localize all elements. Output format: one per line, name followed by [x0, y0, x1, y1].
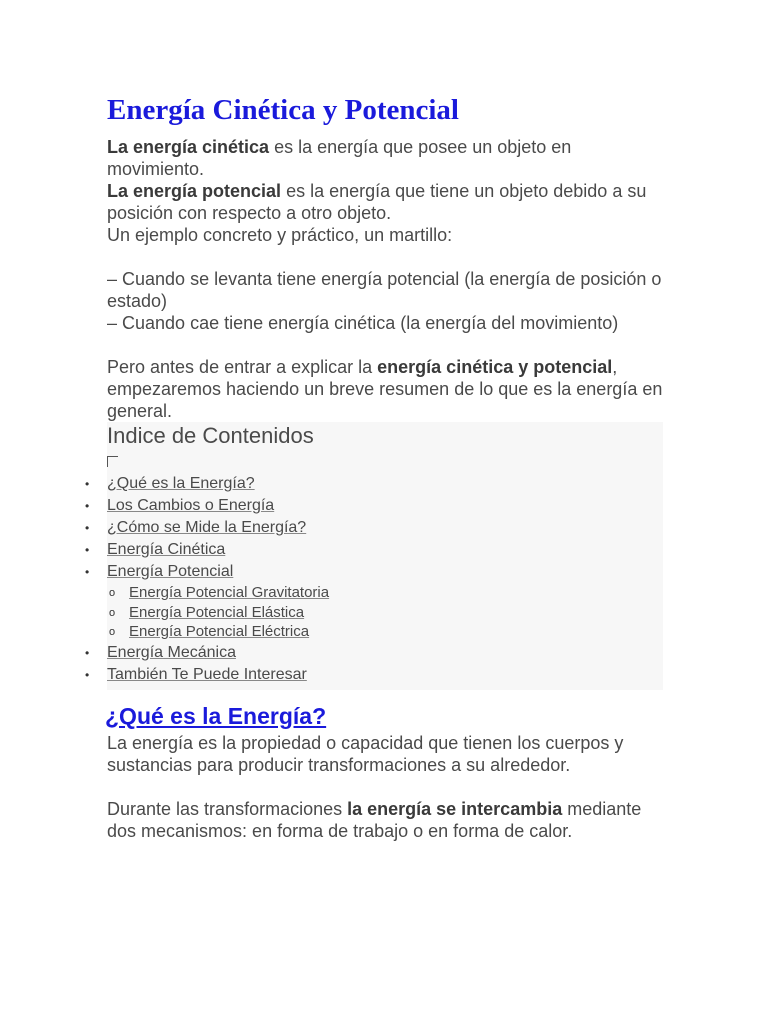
potential-definition: es la energía que tiene un objeto debido a su posición con respecto a otro objeto.: [107, 181, 647, 223]
toc-link-cambios-energia[interactable]: Los Cambios o Energía: [107, 497, 275, 514]
toc-link-que-es-energia[interactable]: ¿Qué es la Energía?: [107, 475, 255, 492]
toc-subitem: [129, 622, 663, 642]
toc-item: [107, 495, 663, 517]
transition-bold: energía cinética y potencial: [377, 357, 613, 377]
transition-pre: Pero antes de entrar a explicar la: [107, 357, 378, 377]
toc-link-potencial-elastica[interactable]: Energía Potencial Elástica: [129, 603, 305, 621]
section-p2-post: mediante dos mecanismos: en forma de trabajo o en forma de calor.: [107, 798, 642, 841]
toc-sublist: [107, 583, 663, 642]
toc-item: [107, 664, 663, 686]
section-paragraph-1: La energía es la propiedad o capacidad que tienen los cuerpos y sustancias para producir transformaciones a su alrededor.: [107, 732, 624, 775]
toc-item: [107, 642, 663, 664]
kinetic-definition: es la energía que posee un objeto en movimiento.: [107, 137, 572, 179]
intro-paragraph-kinetic: [107, 136, 667, 180]
toc-subitem: [129, 603, 663, 623]
toc-item: [107, 473, 663, 495]
toc-link-tambien-interesar[interactable]: También Te Puede Interesar: [107, 665, 307, 683]
toc-item: [107, 517, 663, 539]
example-raise: – Cuando se levanta tiene energía potencial (la energía de posición o estado): [107, 269, 662, 311]
toc-item: [107, 539, 663, 561]
kinetic-term: La energía cinética: [107, 137, 270, 157]
intro-paragraph-potential: [107, 180, 667, 224]
toc-link-energia-potencial[interactable]: Energía Potencial: [107, 563, 234, 580]
article: [107, 90, 667, 842]
toc-title: Indice de Contenidos: [107, 423, 314, 448]
transition-paragraph: [107, 356, 667, 422]
toc-link-energia-mecanica[interactable]: Energía Mecánica: [107, 643, 236, 661]
table-of-contents: [107, 422, 663, 690]
toc-link-energia-cinetica[interactable]: Energía Cinética: [107, 541, 226, 558]
example-fall: – Cuando cae tiene energía cinética (la energía del movimiento): [107, 313, 619, 333]
toc-link-potencial-electrica[interactable]: Energía Potencial Eléctrica: [129, 623, 310, 640]
potential-term: La energía potencial: [107, 181, 282, 201]
toc-item: [107, 561, 663, 642]
section-paragraph-2: [107, 798, 667, 842]
section-heading[interactable]: ¿Qué es la Energía?: [105, 702, 327, 729]
transition-post: , empezaremos haciendo un breve resumen de lo que es la energía en general.: [107, 357, 663, 421]
toc-link-como-se-mide[interactable]: ¿Cómo se Mide la Energía?: [107, 519, 307, 536]
toc-link-potencial-gravitatoria[interactable]: Energía Potencial Gravitatoria: [129, 584, 330, 601]
page-title: Energía Cinética y Potencial: [107, 94, 459, 126]
toc-list: [107, 473, 663, 686]
example-intro: Un ejemplo concreto y práctico, un martillo:: [107, 225, 453, 245]
toc-subitem: [129, 583, 663, 603]
section-p2-pre: Durante las transformaciones: [107, 798, 348, 819]
toc-toggle-icon[interactable]: [107, 456, 118, 467]
section-p2-bold: la energía se intercambia: [347, 798, 563, 819]
